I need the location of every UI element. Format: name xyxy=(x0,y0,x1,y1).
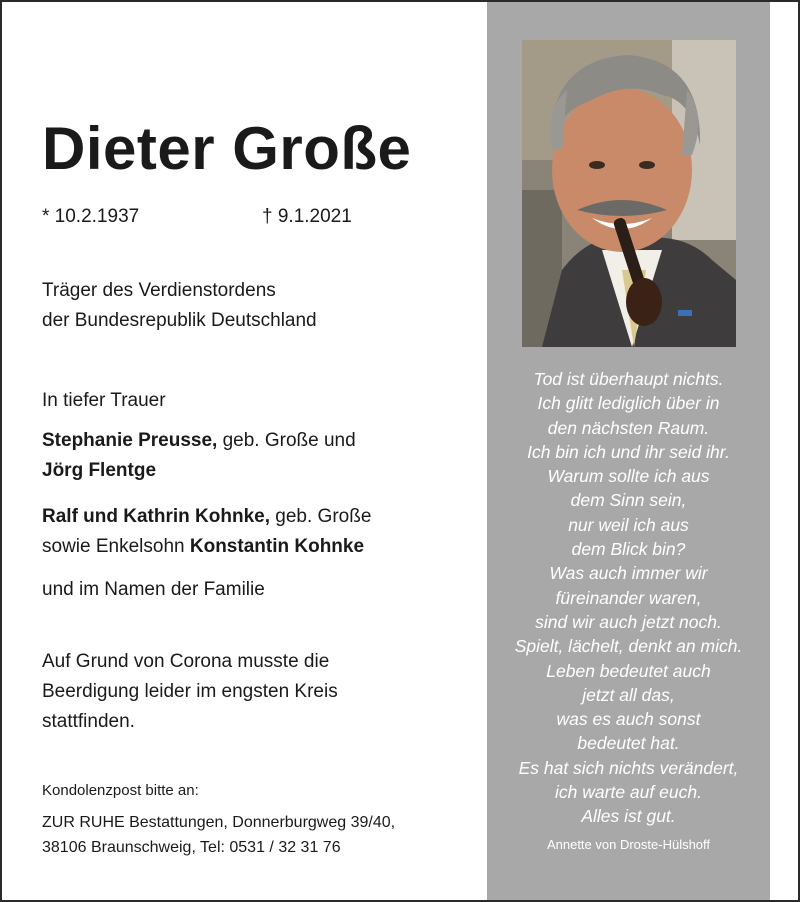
poem-line: Was auch immer wir xyxy=(549,563,708,584)
mourner-name: Ralf und Kathrin Kohnke, xyxy=(42,506,270,527)
deceased-name: Dieter Große xyxy=(42,115,412,182)
mourner-group-1 xyxy=(42,426,356,486)
poem-line: jetzt all das, xyxy=(582,684,675,705)
honor-line-1: Träger des Verdienstordens xyxy=(42,280,276,301)
poem-panel xyxy=(487,2,770,900)
condolence-label: Kondolenzpost bitte an: xyxy=(42,782,199,799)
honor-line-2: der Bundesrepublik Deutschland xyxy=(42,310,317,331)
poem-line: Leben bedeutet auch xyxy=(546,660,711,681)
mourner-line-2 xyxy=(42,456,356,486)
poem-line: dem Sinn sein, xyxy=(570,490,687,511)
poem-line: füreinander waren, xyxy=(555,587,702,608)
poem-line: bedeutet hat. xyxy=(577,733,680,754)
family-line: und im Namen der Familie xyxy=(42,579,265,600)
mourner-line-3 xyxy=(42,502,371,532)
corona-line-1: Auf Grund von Corona musste die xyxy=(42,651,330,672)
mourner-name: Konstantin Kohnke xyxy=(189,536,365,557)
poem-line: Tod ist überhaupt nichts. xyxy=(533,369,724,389)
birth-date: * 10.2.1937 xyxy=(42,206,140,227)
poem-text xyxy=(487,367,770,829)
corona-line-3: stattfinden. xyxy=(42,711,135,732)
poem-line: Spielt, lächelt, denkt an mich. xyxy=(514,636,743,657)
mourner-line-4 xyxy=(42,532,371,562)
poem-line: Es hat sich nichts verändert, xyxy=(518,757,739,778)
poem-line: sind wir auch jetzt noch. xyxy=(535,611,722,632)
poem-line: nur weil ich aus xyxy=(568,514,689,535)
mourner-name: Stephanie Preusse, xyxy=(42,430,218,451)
death-date: † 9.1.2021 xyxy=(262,206,352,227)
mourner-prefix: sowie Enkelsohn xyxy=(42,536,190,557)
corona-line-2: Beerdigung leider im engsten Kreis xyxy=(42,681,338,702)
poem-author: Annette von Droste-Hülshoff xyxy=(546,837,711,852)
mourner-group-2 xyxy=(42,502,371,562)
text-column xyxy=(42,2,482,900)
address-line-1: ZUR RUHE Bestattungen, Donnerburgweg 39/40, xyxy=(42,814,396,831)
honor-text xyxy=(42,276,317,336)
poem-line: Ich glitt lediglich über in xyxy=(537,393,720,414)
poem-line: ich warte auf euch. xyxy=(555,782,702,803)
mourning-intro: In tiefer Trauer xyxy=(42,390,166,411)
mourner-note: geb. Große xyxy=(270,506,372,527)
poem-line: Warum sollte ich aus xyxy=(547,466,710,487)
corona-note xyxy=(42,647,338,737)
portrait-illustration xyxy=(522,40,736,347)
poem-line: Ich bin ich und ihr seid ihr. xyxy=(527,441,730,462)
mourner-line-1 xyxy=(42,426,356,456)
poem-line: was es auch sonst xyxy=(556,709,701,730)
poem-line: den nächsten Raum. xyxy=(547,417,710,438)
poem-line: Alles ist gut. xyxy=(581,806,676,827)
mourner-name: Jörg Flentge xyxy=(42,460,157,481)
condolence-address xyxy=(42,810,395,860)
address-line-2: 38106 Braunschweig, Tel: 0531 / 32 31 76 xyxy=(42,839,341,856)
portrait-photo xyxy=(522,40,736,347)
mourner-note: geb. Große und xyxy=(217,430,356,451)
poem-line: dem Blick bin? xyxy=(571,539,686,560)
